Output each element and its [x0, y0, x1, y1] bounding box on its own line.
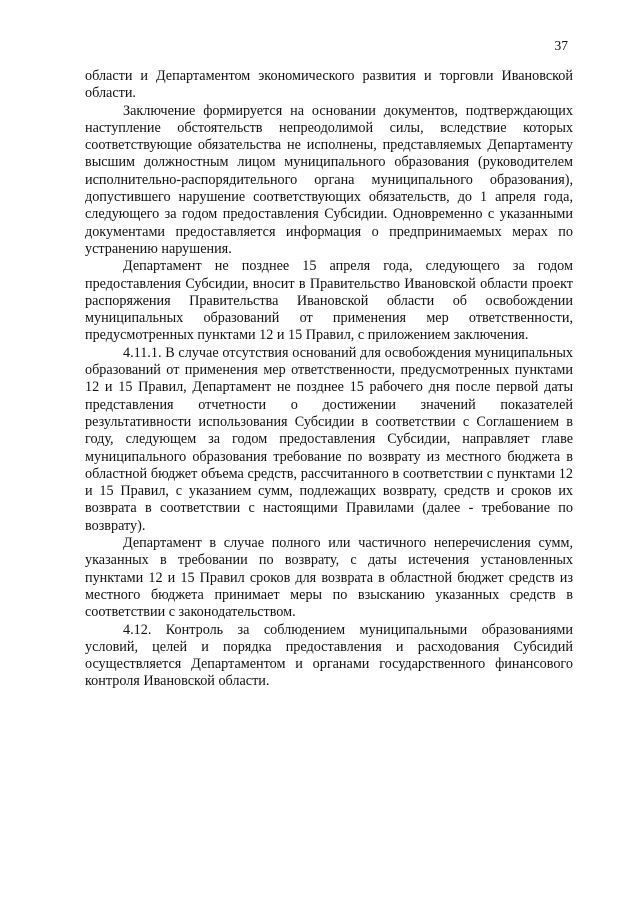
paragraph-continuation: области и Департаментом экономического развития и торговли Ивановской области. [85, 68, 573, 102]
paragraph-recovery-measures: Департамент в случае полного или частичного неперечисления сумм, указанных в требовании по возврату, с даты истечения установленных пунктами 12 и 15 Правил сроков для возврата в областной бюджет средств из местного бюджета принимает меры по взысканию указанных средств в соответствии с законодательством. [85, 535, 573, 621]
document-body [85, 68, 573, 691]
paragraph-department-deadline: Департамент не позднее 15 апреля года, следующего за годом предоставления Субсидии, вносит в Правительство Ивановской области проект распоряжения Правительства Ивановской области об освобождении муниципальных образований от применения мер ответственности, предусмотренных пунктами 12 и 15 Правил, с приложением заключения. [85, 258, 573, 344]
paragraph-conclusion-basis: Заключение формируется на основании документов, подтверждающих наступление обстоятельств непреодолимой силы, вследствие которых соответствующие обязательства не исполнены, представляемых Департаменту высшим должностным лицом муниципального образования (руководителем исполнительно-распорядительного органа муниципального образования), допустившего нарушение соответствующих обязательств, до 1 апреля года, следующего за годом предоставления Субсидии. Одновременно с указанными документами предоставляется информация о предпринимаемых мерах по устранению нарушения. [85, 102, 573, 257]
paragraph-4-11-1: 4.11.1. В случае отсутствия оснований для освобождения муниципальных образований от применения мер ответственности, предусмотренных пунктами 12 и 15 Правил, Департамент не позднее 15 рабочего дня после первой даты представления отчетности о достижении значений показателей результативности использования Субсидии в соответствии с Соглашением в году, следующем за годом предоставления Субсидии, направляет главе муниципального образования требование по возврату из местного бюджета в областной бюджет объема средств, рассчитанного в соответствии с пунктами 12 и 15 Правил, с указанием сумм, подлежащих возврату, средств и сроков их возврата в соответствии с настоящими Правилами (далее - требование по возврату). [85, 344, 573, 534]
page-number: 37 [554, 38, 568, 53]
paragraph-4-12: 4.12. Контроль за соблюдением муниципальными образованиями условий, целей и порядка предоставления и расходования Субсидий осуществляется Департаментом и органами государственного финансового контроля Ивановской области. [85, 621, 573, 690]
